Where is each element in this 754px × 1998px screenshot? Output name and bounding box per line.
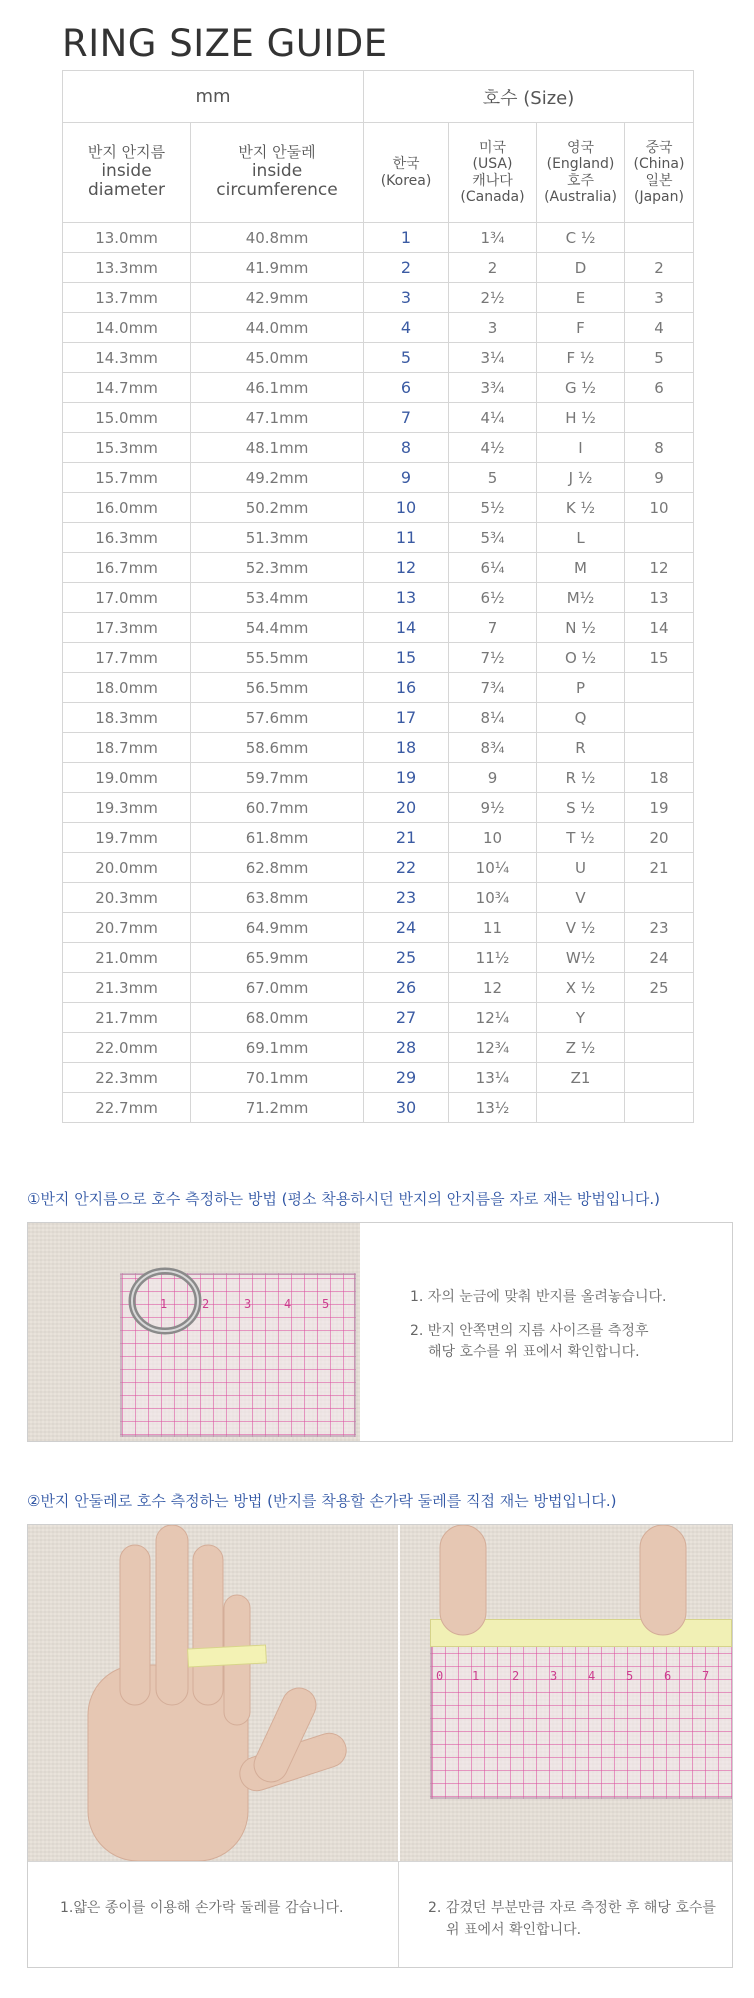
method1-step1: 1. 자의 눈금에 맞춰 반지를 올려놓습니다. — [410, 1289, 667, 1305]
cell-diameter: 21.7mm — [63, 1003, 191, 1033]
col-header-usa-3: 캐나다 — [472, 172, 513, 189]
table-row — [63, 643, 694, 673]
ruler-tick: 4 — [284, 1297, 292, 1311]
cell-china — [625, 703, 694, 733]
cell-usa: 12¾ — [449, 1033, 537, 1063]
ruler-tick: 7 — [702, 1669, 710, 1683]
cell-circumference: 54.4mm — [191, 613, 364, 643]
cell-usa: 13½ — [449, 1093, 537, 1123]
cell-circumference: 42.9mm — [191, 283, 364, 313]
ruler-tick: 6 — [664, 1669, 672, 1683]
cell-diameter: 20.0mm — [63, 853, 191, 883]
group-mm-header: mm — [63, 71, 364, 123]
table-row — [63, 523, 694, 553]
cell-circumference: 71.2mm — [191, 1093, 364, 1123]
table-row — [63, 553, 694, 583]
cell-circumference: 48.1mm — [191, 433, 364, 463]
cell-circumference: 51.3mm — [191, 523, 364, 553]
ring-image — [123, 1263, 213, 1343]
ruler-tick: 2 — [202, 1297, 210, 1311]
col-header-korea-1: 한국 — [392, 156, 420, 173]
cell-china: 15 — [625, 643, 694, 673]
table-row — [63, 373, 694, 403]
cell-diameter: 14.3mm — [63, 343, 191, 373]
method1-steps — [410, 1287, 720, 1364]
col-header-china — [625, 123, 694, 223]
cell-china: 13 — [625, 583, 694, 613]
table-row — [63, 793, 694, 823]
cell-usa: 10¾ — [449, 883, 537, 913]
cell-circumference: 57.6mm — [191, 703, 364, 733]
method2-caption2a: 2. 감겼던 부분만큼 자로 측정한 후 해당 호수를 — [428, 1900, 716, 1916]
cell-circumference: 53.4mm — [191, 583, 364, 613]
cell-china: 5 — [625, 343, 694, 373]
cell-usa: 13¼ — [449, 1063, 537, 1093]
table-row — [63, 703, 694, 733]
cell-england: C ½ — [537, 223, 625, 253]
cell-korea: 17 — [364, 703, 449, 733]
cell-circumference: 44.0mm — [191, 313, 364, 343]
cell-diameter: 19.3mm — [63, 793, 191, 823]
cell-england: H ½ — [537, 403, 625, 433]
method2-caption1: 1.얇은 종이를 이용해 손가락 둘레를 감습니다. — [60, 1900, 344, 1916]
cell-korea: 20 — [364, 793, 449, 823]
table-row — [63, 973, 694, 1003]
cell-diameter: 16.0mm — [63, 493, 191, 523]
cell-england: F — [537, 313, 625, 343]
table-row — [63, 853, 694, 883]
cell-korea: 6 — [364, 373, 449, 403]
cell-england: U — [537, 853, 625, 883]
table-row — [63, 343, 694, 373]
cell-usa: 8¾ — [449, 733, 537, 763]
cell-diameter: 13.3mm — [63, 253, 191, 283]
col-header-usa-1: 미국 — [478, 140, 507, 157]
cell-circumference: 70.1mm — [191, 1063, 364, 1093]
cell-china — [625, 1063, 694, 1093]
col-header-korea — [364, 123, 449, 223]
cell-diameter: 16.7mm — [63, 553, 191, 583]
cell-korea: 3 — [364, 283, 449, 313]
table-row — [63, 1033, 694, 1063]
cell-usa: 11 — [449, 913, 537, 943]
table-row — [63, 943, 694, 973]
col-header-diameter-kr: 반지 안지름 — [87, 143, 166, 162]
cell-england: Z ½ — [537, 1033, 625, 1063]
col-header-usa-4: (Canada) — [460, 188, 525, 205]
ruler-tick: 5 — [322, 1297, 330, 1311]
cell-korea: 12 — [364, 553, 449, 583]
cell-china — [625, 523, 694, 553]
cell-korea: 30 — [364, 1093, 449, 1123]
cell-korea: 2 — [364, 253, 449, 283]
cell-circumference: 45.0mm — [191, 343, 364, 373]
cell-circumference: 40.8mm — [191, 223, 364, 253]
cell-circumference: 47.1mm — [191, 403, 364, 433]
cell-china — [625, 223, 694, 253]
ruler-image-2 — [430, 1645, 732, 1799]
cell-china: 4 — [625, 313, 694, 343]
cell-usa: 3 — [449, 313, 537, 343]
cell-diameter: 17.0mm — [63, 583, 191, 613]
cell-england: R — [537, 733, 625, 763]
cell-circumference: 69.1mm — [191, 1033, 364, 1063]
cell-china: 8 — [625, 433, 694, 463]
table-row — [63, 613, 694, 643]
table-row — [63, 463, 694, 493]
cell-korea: 8 — [364, 433, 449, 463]
cell-diameter: 13.0mm — [63, 223, 191, 253]
cell-usa: 10 — [449, 823, 537, 853]
cell-usa: 7¾ — [449, 673, 537, 703]
table-row — [63, 1093, 694, 1123]
cell-circumference: 68.0mm — [191, 1003, 364, 1033]
col-header-usa — [449, 123, 537, 223]
cell-england: Z1 — [537, 1063, 625, 1093]
cell-circumference: 52.3mm — [191, 553, 364, 583]
table-column-header — [63, 123, 694, 223]
col-header-circ-en2: circumference — [216, 180, 338, 201]
group-size-header: 호수 (Size) — [364, 71, 694, 123]
cell-korea: 1 — [364, 223, 449, 253]
cell-usa: 5¾ — [449, 523, 537, 553]
cell-england: L — [537, 523, 625, 553]
cell-usa: 3¼ — [449, 343, 537, 373]
cell-china: 24 — [625, 943, 694, 973]
cell-diameter: 22.7mm — [63, 1093, 191, 1123]
cell-usa: 11½ — [449, 943, 537, 973]
cell-england: P — [537, 673, 625, 703]
table-row — [63, 433, 694, 463]
cell-circumference: 55.5mm — [191, 643, 364, 673]
cell-circumference: 56.5mm — [191, 673, 364, 703]
col-header-cn-2: (China) — [633, 156, 685, 173]
cell-korea: 27 — [364, 1003, 449, 1033]
method1-step2b: 해당 호수를 위 표에서 확인합니다. — [428, 1344, 640, 1361]
cell-diameter: 19.0mm — [63, 763, 191, 793]
cell-korea: 23 — [364, 883, 449, 913]
table-row — [63, 583, 694, 613]
ruler-tick: 4 — [588, 1669, 596, 1683]
col-header-cn-1: 중국 — [645, 140, 673, 157]
cell-diameter: 15.0mm — [63, 403, 191, 433]
cell-usa: 5 — [449, 463, 537, 493]
table-row — [63, 673, 694, 703]
cell-usa: 3¾ — [449, 373, 537, 403]
cell-circumference: 60.7mm — [191, 793, 364, 823]
cell-circumference: 46.1mm — [191, 373, 364, 403]
table-row — [63, 253, 694, 283]
method2-panel — [27, 1524, 733, 1968]
cell-korea: 29 — [364, 1063, 449, 1093]
cell-circumference: 58.6mm — [191, 733, 364, 763]
cell-korea: 9 — [364, 463, 449, 493]
cell-korea: 13 — [364, 583, 449, 613]
ruler-tick: 3 — [244, 1297, 252, 1311]
cell-diameter: 19.7mm — [63, 823, 191, 853]
col-header-uk-1: 영국 — [566, 140, 595, 157]
cell-usa: 5½ — [449, 493, 537, 523]
cell-england: S ½ — [537, 793, 625, 823]
cell-usa: 2½ — [449, 283, 537, 313]
cell-diameter: 22.3mm — [63, 1063, 191, 1093]
cell-diameter: 14.0mm — [63, 313, 191, 343]
cell-china: 21 — [625, 853, 694, 883]
ruler-tick: 3 — [550, 1669, 558, 1683]
cell-usa: 2 — [449, 253, 537, 283]
cell-england: D — [537, 253, 625, 283]
finger-wrap-photo — [28, 1525, 398, 1861]
ruler-tick: 1 — [472, 1669, 480, 1683]
col-header-diameter — [63, 123, 191, 223]
cell-circumference: 65.9mm — [191, 943, 364, 973]
caption-divider — [398, 1861, 399, 1967]
method1-panel — [27, 1222, 733, 1442]
method1-title: ①반지 안지름으로 호수 측정하는 방법 (평소 착용하시던 반지의 안지름을 자로 재는 방법입니다.) — [27, 1190, 660, 1208]
cell-china: 25 — [625, 973, 694, 1003]
col-header-cn-4: (Japan) — [634, 188, 684, 205]
cell-usa: 12¼ — [449, 1003, 537, 1033]
cell-diameter: 18.0mm — [63, 673, 191, 703]
cell-england: V — [537, 883, 625, 913]
cell-england: M½ — [537, 583, 625, 613]
cell-circumference: 41.9mm — [191, 253, 364, 283]
cell-china — [625, 673, 694, 703]
col-header-uk-2: (England) — [546, 156, 615, 173]
cell-circumference: 67.0mm — [191, 973, 364, 1003]
cell-korea: 5 — [364, 343, 449, 373]
cell-china: 14 — [625, 613, 694, 643]
cell-diameter: 20.3mm — [63, 883, 191, 913]
cell-diameter: 18.7mm — [63, 733, 191, 763]
col-header-england — [537, 123, 625, 223]
cell-china — [625, 1033, 694, 1063]
cell-china: 19 — [625, 793, 694, 823]
cell-england: R ½ — [537, 763, 625, 793]
cell-korea: 18 — [364, 733, 449, 763]
cell-china: 3 — [625, 283, 694, 313]
cell-diameter: 22.0mm — [63, 1033, 191, 1063]
cell-diameter: 14.7mm — [63, 373, 191, 403]
ring-on-ruler-photo — [28, 1223, 360, 1441]
cell-china: 6 — [625, 373, 694, 403]
cell-china: 10 — [625, 493, 694, 523]
cell-usa: 8¼ — [449, 703, 537, 733]
cell-england: K ½ — [537, 493, 625, 523]
cell-korea: 25 — [364, 943, 449, 973]
cell-diameter: 21.3mm — [63, 973, 191, 1003]
col-header-cn-3: 일본 — [645, 172, 673, 189]
cell-diameter: 20.7mm — [63, 913, 191, 943]
col-header-circ-en1: inside — [251, 160, 303, 181]
cell-korea: 10 — [364, 493, 449, 523]
cell-england: F ½ — [537, 343, 625, 373]
table-row — [63, 283, 694, 313]
cell-china: 2 — [625, 253, 694, 283]
cell-england: J ½ — [537, 463, 625, 493]
cell-circumference: 50.2mm — [191, 493, 364, 523]
strip-measure-photo — [400, 1525, 732, 1861]
cell-usa: 7 — [449, 613, 537, 643]
table-row — [63, 403, 694, 433]
cell-china — [625, 733, 694, 763]
cell-korea: 28 — [364, 1033, 449, 1063]
col-header-uk-3: 호주 — [566, 172, 595, 189]
cell-china — [625, 1093, 694, 1123]
cell-diameter: 13.7mm — [63, 283, 191, 313]
cell-circumference: 49.2mm — [191, 463, 364, 493]
cell-usa: 4½ — [449, 433, 537, 463]
col-header-korea-2: (Korea) — [380, 172, 432, 189]
cell-diameter: 17.7mm — [63, 643, 191, 673]
cell-circumference: 59.7mm — [191, 763, 364, 793]
method2-title: ②반지 안둘레로 호수 측정하는 방법 (반지를 착용할 손가락 둘레를 직접 재는 방법입니다.) — [27, 1492, 617, 1510]
cell-circumference: 61.8mm — [191, 823, 364, 853]
cell-china: 9 — [625, 463, 694, 493]
table-row — [63, 493, 694, 523]
cell-korea: 14 — [364, 613, 449, 643]
cell-circumference: 62.8mm — [191, 853, 364, 883]
table-row — [63, 223, 694, 253]
cell-usa: 1¾ — [449, 223, 537, 253]
cell-england: Q — [537, 703, 625, 733]
ruler-tick: 1 — [160, 1297, 168, 1311]
col-header-uk-4: (Australia) — [544, 188, 617, 205]
cell-usa: 9½ — [449, 793, 537, 823]
cell-korea: 24 — [364, 913, 449, 943]
cell-korea: 26 — [364, 973, 449, 1003]
cell-china: 23 — [625, 913, 694, 943]
table-row — [63, 733, 694, 763]
method1-step2a: 2. 반지 안쪽면의 지름 사이즈를 측정후 — [410, 1322, 649, 1339]
cell-circumference: 64.9mm — [191, 913, 364, 943]
col-header-usa-2: (USA) — [472, 156, 513, 173]
cell-usa: 4¼ — [449, 403, 537, 433]
cell-england: Y — [537, 1003, 625, 1033]
cell-korea: 16 — [364, 673, 449, 703]
page-title: RING SIZE GUIDE — [62, 22, 388, 65]
cell-china: 20 — [625, 823, 694, 853]
cell-diameter: 17.3mm — [63, 613, 191, 643]
cell-china: 18 — [625, 763, 694, 793]
cell-england: X ½ — [537, 973, 625, 1003]
cell-usa: 9 — [449, 763, 537, 793]
cell-usa: 10¼ — [449, 853, 537, 883]
ruler-tick: 0 — [436, 1669, 444, 1683]
cell-china: 12 — [625, 553, 694, 583]
photo-caption-divider — [28, 1861, 732, 1862]
col-header-circumference — [191, 123, 364, 223]
col-header-diameter-en1: inside — [101, 160, 152, 181]
cell-korea: 22 — [364, 853, 449, 883]
table-body — [63, 223, 694, 1123]
cell-diameter: 21.0mm — [63, 943, 191, 973]
table-row — [63, 1003, 694, 1033]
cell-england: O ½ — [537, 643, 625, 673]
cell-england: G ½ — [537, 373, 625, 403]
cell-korea: 21 — [364, 823, 449, 853]
cell-china — [625, 403, 694, 433]
cell-korea: 7 — [364, 403, 449, 433]
col-header-circ-kr: 반지 안둘레 — [238, 143, 316, 162]
table-row — [63, 313, 694, 343]
cell-diameter: 18.3mm — [63, 703, 191, 733]
cell-diameter: 15.3mm — [63, 433, 191, 463]
cell-korea: 19 — [364, 763, 449, 793]
table-row — [63, 1063, 694, 1093]
cell-diameter: 15.7mm — [63, 463, 191, 493]
cell-england: M — [537, 553, 625, 583]
cell-usa: 6½ — [449, 583, 537, 613]
ring-size-table — [62, 70, 694, 1123]
cell-korea: 11 — [364, 523, 449, 553]
cell-england: E — [537, 283, 625, 313]
ruler-tick: 5 — [626, 1669, 634, 1683]
cell-usa: 6¼ — [449, 553, 537, 583]
ruler-tick: 2 — [512, 1669, 520, 1683]
table-row — [63, 763, 694, 793]
hand-image — [28, 1525, 398, 1861]
table-row — [63, 823, 694, 853]
cell-china — [625, 883, 694, 913]
method2-caption2 — [428, 1897, 728, 1942]
cell-usa: 12 — [449, 973, 537, 1003]
cell-korea: 15 — [364, 643, 449, 673]
table-row — [63, 913, 694, 943]
cell-diameter: 16.3mm — [63, 523, 191, 553]
cell-usa: 7½ — [449, 643, 537, 673]
table-row — [63, 883, 694, 913]
cell-england — [537, 1093, 625, 1123]
cell-england: V ½ — [537, 913, 625, 943]
cell-china — [625, 1003, 694, 1033]
cell-england: I — [537, 433, 625, 463]
cell-korea: 4 — [364, 313, 449, 343]
cell-england: T ½ — [537, 823, 625, 853]
cell-england: W½ — [537, 943, 625, 973]
table-group-header — [63, 71, 694, 123]
cell-england: N ½ — [537, 613, 625, 643]
fingers-image — [400, 1525, 732, 1645]
method2-caption2b: 위 표에서 확인합니다. — [446, 1922, 582, 1939]
cell-circumference: 63.8mm — [191, 883, 364, 913]
col-header-diameter-en2: diameter — [87, 180, 166, 201]
